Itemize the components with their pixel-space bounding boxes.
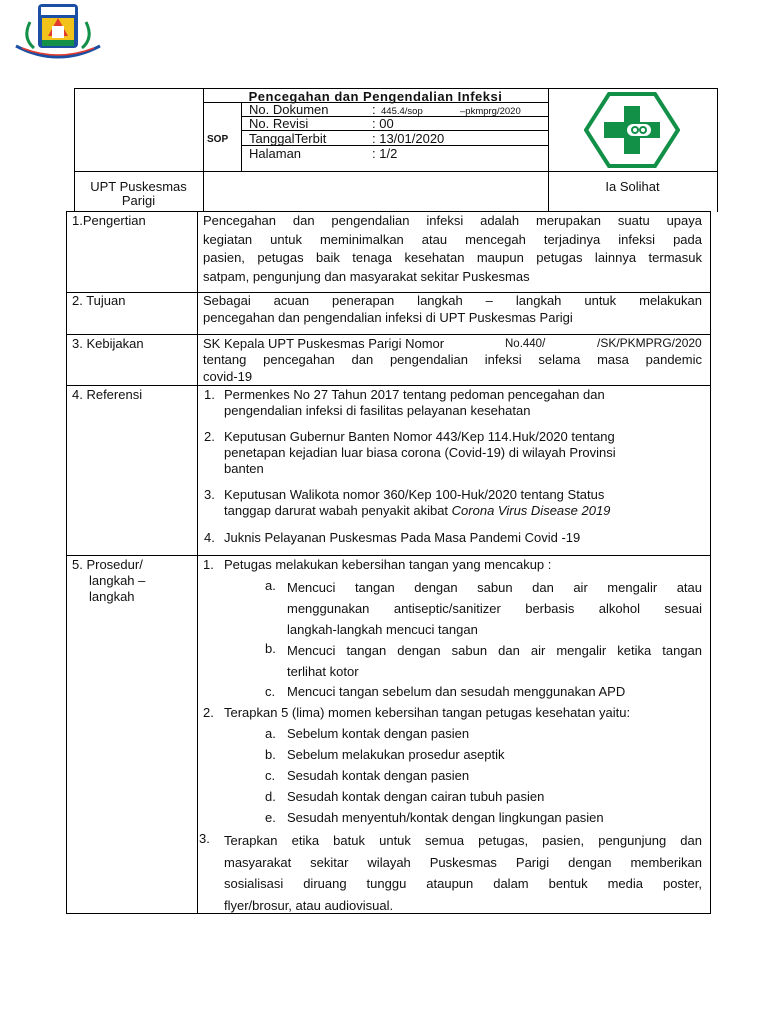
- referensi-num: 1.: [204, 387, 215, 402]
- prosedur-moment-item: Sesudah menyentuh/kontak dengan lingkungan pasien: [287, 810, 604, 825]
- referensi-line: tanggap darurat wabah penyakit akibat: [224, 503, 452, 518]
- doc-number-value-a: 445.4/sop: [381, 106, 423, 117]
- prosedur-step3-line: sosialisasi diruang tunggu ataupun dalam bentuk media poster,: [224, 876, 702, 891]
- referensi-line-italic-row: [224, 502, 610, 519]
- referensi-line: Juknis Pelayanan Puskesmas Pada Masa Pandemi Covid -19: [224, 530, 581, 545]
- referensi-line: banten: [224, 461, 264, 476]
- doc-number-value-b: –pkmprg/2020: [460, 106, 521, 117]
- pengertian-line: satpam, pengunjung dan masyarakat sekitar Puskesmas: [203, 268, 530, 284]
- doc-number-colon: :: [372, 102, 376, 117]
- body-left-border: [66, 211, 67, 914]
- prosedur-sub-line: terlihat kotor: [287, 664, 359, 679]
- puskesmas-logo: [584, 92, 680, 168]
- prosedur-moment-item: Sebelum kontak dengan pasien: [287, 726, 470, 741]
- revision-label: No. Revisi: [249, 116, 309, 131]
- section-body-kebijakan: [203, 351, 702, 385]
- tujuan-line: Sebagai acuan penerapan langkah – langkah untuk melakukan: [203, 293, 702, 308]
- kebijakan-line: covid-19: [203, 369, 253, 384]
- prosedur-sub-letter: d.: [265, 789, 276, 804]
- header-right-border: [717, 88, 718, 212]
- section-label-referensi: 4. Referensi: [72, 387, 143, 402]
- referensi-num: 3.: [204, 487, 215, 502]
- prosedur-sub-line: langkah-langkah mencuci tangan: [287, 622, 478, 637]
- prosedur-step3-line: flyer/brosur, atau audiovisual.: [224, 897, 394, 913]
- pengertian-line: Pencegahan dan pengendalian infeksi adalah merupakan suatu upaya: [203, 213, 702, 228]
- pengertian-line: pasien, petugas baik tenaga kesehatan maupun petugas lainnya termasuk: [203, 250, 702, 265]
- header-mid-border: [74, 171, 717, 172]
- prosedur-sub-line: Mencuci tangan sebelum dan sesudah menggunakan APD: [287, 684, 626, 699]
- prosedur-sub-line: menggunakan antiseptic/sanitizer berbasis alkohol sesuai: [287, 601, 702, 616]
- header-col1-divider: [203, 88, 204, 212]
- prosedur-sub-line: Mencuci tangan dengan sabun dan air mengalir atau: [287, 580, 702, 595]
- document-title: Pencegahan dan Pengendalian Infeksi: [248, 89, 503, 104]
- prosedur-sub-letter: b.: [265, 641, 276, 656]
- pengertian-line: kegiatan untuk meminimalkan atau mencegah terjadinya infeksi pada: [203, 231, 702, 247]
- section-label-prosedur: 5. Prosedur/: [72, 557, 143, 572]
- prosedur-sub-letter: c.: [265, 684, 276, 699]
- referensi-line: Keputusan Walikota nomor 360/Kep 100-Huk/2020 tentang Status: [224, 487, 605, 502]
- unit-name-line1: UPT Puskesmas: [90, 179, 187, 194]
- section-label-prosedur: langkah –: [89, 573, 146, 588]
- prosedur-step-3: [224, 830, 702, 916]
- section-body-pengertian: [203, 212, 702, 286]
- revision-value: : 00: [372, 116, 394, 131]
- prosedur-sub-letter: a.: [265, 726, 276, 741]
- page-value: : 1/2: [372, 146, 398, 161]
- referensi-italic-term: Corona Virus Disease 2019: [451, 503, 611, 518]
- prosedur-moment-item: Sesudah kontak dengan cairan tubuh pasien: [287, 789, 545, 804]
- referensi-line: Keputusan Gubernur Banten Nomor 443/Kep 114.Huk/2020 tentang: [224, 429, 615, 444]
- page-label: Halaman: [249, 146, 302, 161]
- city-emblem-logo: [8, 2, 108, 64]
- prosedur-num: 3.: [199, 831, 210, 846]
- sop-label: SOP: [207, 134, 229, 145]
- kebijakan-line1-a: SK Kepala UPT Puskesmas Parigi Nomor: [203, 336, 445, 351]
- issue-date-value: : 13/01/2020: [372, 131, 445, 146]
- kebijakan-line1-b: No.440/: [505, 338, 546, 350]
- prosedur-moment-item: Sesudah kontak dengan pasien: [287, 768, 470, 783]
- signatory-name: Ia Solihat: [605, 179, 660, 194]
- kebijakan-line: tentang pencegahan dan pengendalian infeksi selama masa pandemic: [203, 352, 702, 367]
- referensi-num: 4.: [204, 530, 215, 545]
- section-body-tujuan: [203, 292, 702, 326]
- referensi-line: Permenkes No 27 Tahun 2017 tentang pedoman pencegahan dan: [224, 387, 605, 402]
- section-label-tujuan: 2. Tujuan: [72, 293, 126, 308]
- tujuan-line: pencegahan dan pengendalian infeksi di UPT Puskesmas Parigi: [203, 310, 573, 325]
- prosedur-sub-letter: a.: [265, 578, 276, 593]
- section-label-prosedur: langkah: [89, 589, 135, 604]
- prosedur-sub-item-b: [287, 640, 702, 682]
- body-right-border: [710, 211, 711, 914]
- referensi-line: pengendalian infeksi di fasilitas pelayanan kesehatan: [224, 403, 531, 418]
- unit-name-line2: Parigi: [121, 193, 156, 208]
- prosedur-moment-item: Sebelum melakukan prosedur aseptik: [287, 747, 505, 762]
- prosedur-step3-line: Terapkan etika batuk untuk semua petugas, pasien, pengunjung dan: [224, 833, 702, 848]
- prosedur-sub-letter: e.: [265, 810, 276, 825]
- prosedur-num: 2.: [203, 705, 214, 720]
- referensi-line: penetapan kejadian luar biasa corona (Covid-19) di wilayah Provinsi: [224, 445, 616, 460]
- section-label-pengertian: 1.Pengertian: [72, 213, 146, 228]
- prosedur-step3-line: masyarakat sekitar wilayah Puskesmas Parigi dengan memberikan: [224, 854, 702, 870]
- prosedur-num: 1.: [203, 557, 214, 572]
- referensi-num: 2.: [204, 429, 215, 444]
- prosedur-sub-letter: b.: [265, 747, 276, 762]
- prosedur-step-2: Terapkan 5 (lima) momen kebersihan tangan petugas kesehatan yaitu:: [224, 705, 631, 720]
- prosedur-sub-item-a: [287, 577, 702, 640]
- section-label-kebijakan: 3. Kebijakan: [72, 336, 144, 351]
- prosedur-step-1: Petugas melakukan kebersihan tangan yang mencakup :: [224, 557, 552, 572]
- prosedur-sub-line: Mencuci tangan dengan sabun dan air mengalir ketika tangan: [287, 643, 702, 658]
- kebijakan-line1-c: /SK/PKMPRG/2020: [597, 336, 702, 350]
- issue-date-label: TanggalTerbit: [249, 131, 327, 146]
- body-col-divider: [197, 211, 198, 914]
- doc-number-label: No. Dokumen: [249, 102, 329, 117]
- header-sop-divider: [241, 102, 242, 171]
- prosedur-sub-letter: c.: [265, 768, 276, 783]
